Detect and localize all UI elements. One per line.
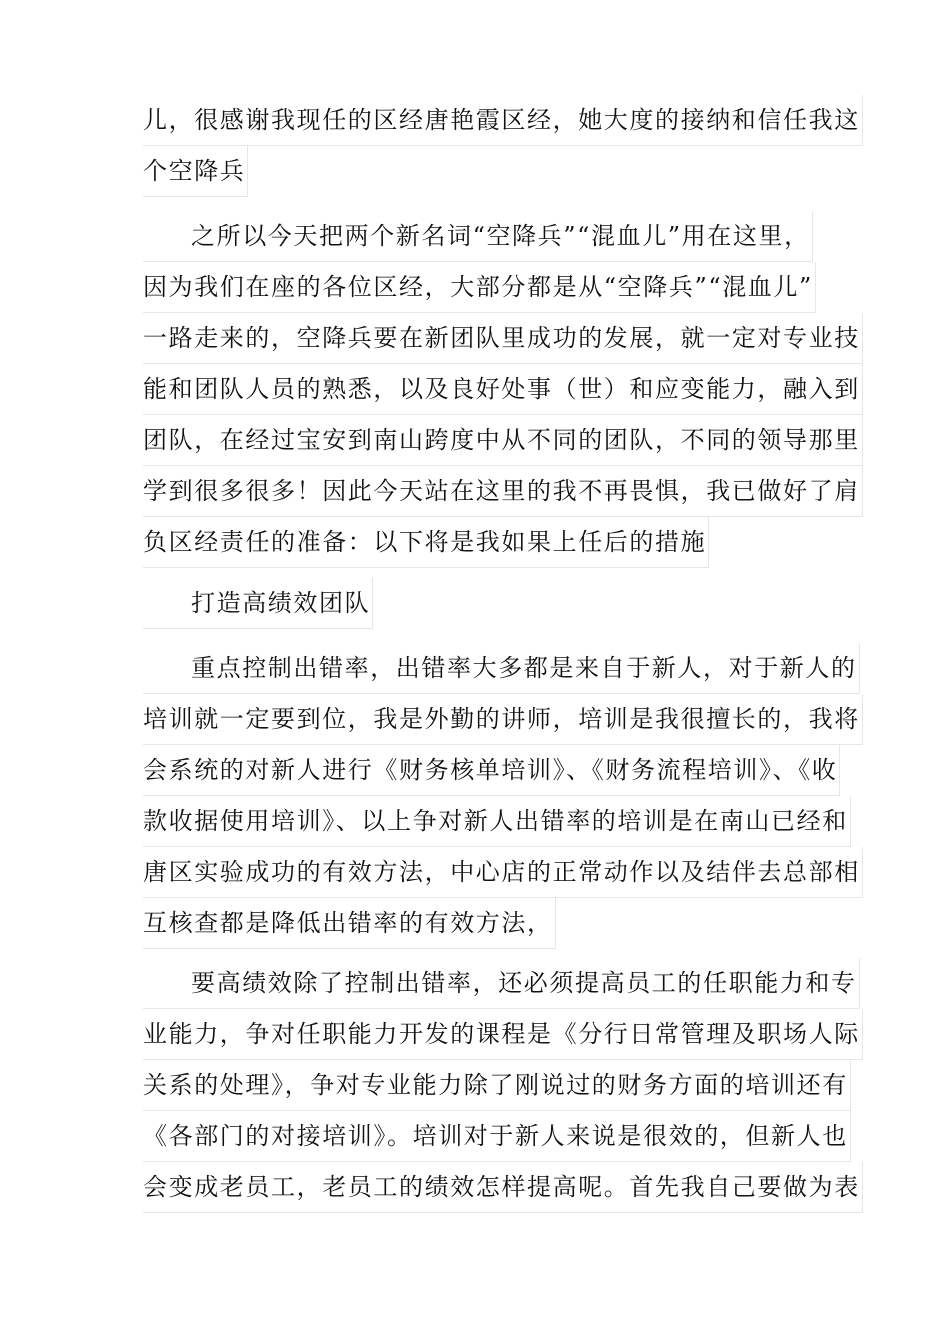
text-line: 要高绩效除了控制出错率，还必须提高员工的任职能力和专 [143,958,860,1009]
text-line: 能和团队人员的熟悉，以及良好处事（世）和应变能力，融入到 [143,364,863,415]
text-line: 重点控制出错率，出错率大多都是来自于新人，对于新人的 [143,643,860,694]
section-heading [143,578,373,629]
text-line: 培训就一定要到位，我是外勤的讲师，培训是我很擅长的，我将 [143,694,863,745]
text-line: 互核查都是降低出错率的有效方法， [143,898,556,949]
text-line: 业能力，争对任职能力开发的课程是《分行日常管理及职场人际 [143,1009,863,1060]
text-line: 个空降兵 [143,146,248,197]
text-line: 唐区实验成功的有效方法，中心店的正常动作以及结伴去总部相 [143,847,863,898]
heading-line: 打造高绩效团队 [143,578,373,629]
paragraph-4 [143,958,863,1213]
text-line: 关系的处理》，争对专业能力除了刚说过的财务方面的培训还有 [143,1060,851,1111]
text-line: 《各部门的对接培训》。培训对于新人来说是很效的，但新人也 [143,1111,851,1162]
text-line: 负区经责任的准备：以下将是我如果上任后的措施 [143,517,709,568]
text-line: 儿，很感谢我现任的区经唐艳霞区经，她大度的接纳和信任我这 [143,95,863,146]
text-line: 因为我们在座的各位区经，大部分都是从“空降兵”“混血儿” [143,262,816,313]
text-line: 学到很多很多！因此今天站在这里的我不再畏惧，我已做好了肩 [143,466,863,517]
text-line: 会系统的对新人进行《财务核单培训》、《财务流程培训》、《收 [143,745,840,796]
text-line: 一路走来的，空降兵要在新团队里成功的发展，就一定对专业技 [143,313,863,364]
paragraph-3 [143,643,863,949]
text-line: 之所以今天把两个新名词“空降兵”“混血儿”用在这里， [143,211,813,262]
text-line: 团队，在经过宝安到南山跨度中从不同的团队，不同的领导那里 [143,415,863,466]
text-line: 款收据使用培训》、以上争对新人出错率的培训是在南山已经和 [143,796,851,847]
paragraph-2 [143,211,863,568]
paragraph-1 [143,95,863,197]
text-line: 会变成老员工，老员工的绩效怎样提高呢。首先我自己要做为表 [143,1162,863,1213]
